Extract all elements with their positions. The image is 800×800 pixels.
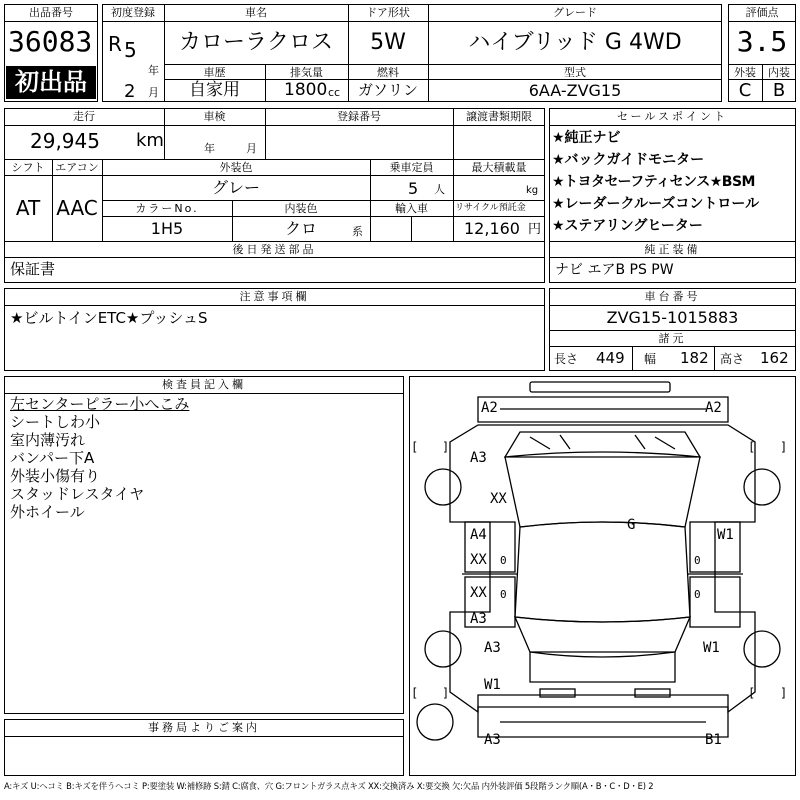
height: 162 [760,349,789,367]
interior-color-label: 内装色 [284,202,318,215]
mark-left-rear-door-a3: A3 [470,611,487,627]
mark-left-front-door-a4: A4 [470,527,487,543]
era: R [108,32,122,56]
mark-left-front-door-xx: XX [470,552,487,568]
color-no: 1H5 [150,219,184,238]
equipment: ナビ エアB PS PW [555,262,674,278]
transfer-label: 譲渡書類期限 [466,110,532,123]
car-diagram [409,376,796,776]
equipment-label: 純正装備 [644,243,701,256]
inspector-line: スタッドレスタイヤ [10,485,145,503]
bracket-left-top-close: ] [442,440,450,454]
ext-grade-label: 外装 [734,66,756,79]
inspection-month-unit: 月 [246,142,257,155]
length-label: 長さ [554,352,579,366]
sales-point: ★レーダークルーズコントロール [552,196,760,212]
mark-front-left: A2 [481,400,498,416]
capacity-label: 乗車定員 [389,161,434,174]
recycle-unit: 円 [528,222,542,237]
mark-left-front-upper: XX [490,491,507,507]
width-label: 幅 [644,352,657,366]
chassis-label: 車台番号 [644,290,701,303]
width: 182 [680,349,709,367]
mark-zero: 0 [500,554,507,567]
import-label: 輸入車 [395,202,428,215]
door-type: 5W [370,30,406,55]
recycle-label: リサイクル預託金 [455,203,526,213]
int-grade-label: 内装 [768,66,790,79]
max-load-label: 最大積載量 [471,161,527,174]
model: 6AA-ZVG15 [528,81,622,100]
max-load-unit: kg [526,185,539,196]
inspector-label: 検査員記入欄 [162,378,246,391]
ac-label: エアコン [55,161,99,174]
bracket-left-bottom-close: ] [442,686,450,700]
car-diagram-drawing [410,377,795,775]
office-label: 事務局よりご案内 [148,721,260,734]
inspector-line: 外装小傷有り [10,467,101,485]
notes-label: 注意事項欄 [239,290,310,303]
recycle-fee: 12,160 [464,219,520,238]
inspector-line: 左センターピラー小へこみ [10,395,190,413]
car-name: カローラクロス [178,30,333,55]
legend: A:キズ U:ヘコミ B:キズを伴うヘコミ P:要塗装 W:補修跡 S:錆 C:腐食、穴 G:フロントガラス点キズ XX:交換済み X:要交換 欠:欠品 内外装評価 5段階ランク順(A・B・C・D・E) 2 [4,781,654,791]
interior-color-unit: 系 [352,225,363,238]
int-grade: B [772,80,786,101]
bracket-right-bottom: [ [748,686,756,700]
ext-grade: C [738,80,752,101]
first-reg-label: 初度登録 [111,6,155,19]
fuel-label: 燃料 [377,66,399,79]
displacement-label: 排気量 [290,66,323,79]
later-parts: 保証書 [10,260,56,278]
month-unit: 月 [148,86,159,99]
inspector-line: 外ホイール [10,503,85,521]
sales-point: ★バックガイドモニター [552,152,705,168]
mark-zero: 0 [694,554,701,567]
bracket-left-top: [ [411,440,419,454]
bracket-right-bottom-close: ] [780,686,788,700]
exterior-color: グレー [211,178,260,197]
mark-rear-left: A3 [484,732,501,748]
mark-rear-right: B1 [705,732,722,748]
model-label: 型式 [564,66,586,79]
mark-right-front-door: W1 [717,527,734,543]
shift-label: シフト [11,161,45,174]
mark-front-right: A2 [705,400,722,416]
history: 自家用 [189,80,240,100]
bracket-left-bottom: [ [411,686,419,700]
fuel: ガソリン [357,81,418,99]
reg-month: 2 [124,81,136,102]
mileage-label: 走行 [73,110,95,123]
notes: ★ビルトインETC★プッシュS [10,309,208,327]
capacity: 5 [408,179,419,198]
sales-point: ★純正ナビ [552,130,621,146]
lot-number: 36083 [8,25,93,58]
shift: AT [15,196,41,220]
first-listing-badge: 初出品 [6,66,96,99]
inspection-year-unit: 年 [204,142,215,155]
mark-left-rear-fender: A3 [484,640,501,656]
car-name-label: 車名 [245,6,267,19]
later-parts-label: 後日発送部品 [232,243,317,256]
ac: AAC [56,196,98,220]
inspector-line: シートしわ小 [10,413,101,431]
sales-point: ★ステアリングヒーター [552,218,703,234]
reg-no-label: 登録番号 [337,110,381,123]
grade-label: グレード [553,6,597,19]
score-label: 評価点 [745,6,779,19]
lot-number-label: 出品番号 [29,6,73,19]
mark-zero: 0 [500,588,507,601]
score: 3.5 [736,25,788,58]
bracket-right-top-close: ] [780,440,788,454]
inspection-label: 車検 [203,110,226,123]
door-label: ドア形状 [366,6,410,19]
mark-left-front-fender: A3 [470,450,487,466]
sales-points-label: セールスポイント [616,110,728,123]
mark-left-rocker: W1 [484,677,501,693]
interior-color: クロ [284,219,317,238]
color-no-label: カラーNo. [135,202,199,215]
mark-roof: G [627,517,636,533]
dims-label: 諸元 [658,332,687,345]
sales-point: ★トヨタセーフティセンス★BSM [552,174,755,190]
bracket-right-top: [ [748,440,756,454]
reg-year: 5 [124,38,137,62]
mark-left-rear-door-xx: XX [470,585,487,601]
mileage-unit: km [136,130,164,151]
year-unit: 年 [148,64,159,77]
history-label: 車歴 [203,66,226,79]
displacement: 1800 [284,80,328,100]
chassis-number: ZVG15-1015883 [606,308,739,327]
length: 449 [596,349,625,367]
height-label: 高さ [720,352,745,366]
grade: ハイブリッド G 4WD [468,30,682,55]
mark-right-rear-fender: W1 [703,640,720,656]
inspector-line: バンパー下A [10,449,95,467]
mark-zero: 0 [694,588,701,601]
inspector-line: 室内薄汚れ [10,431,86,449]
displacement-unit: cc [328,86,341,99]
mileage: 29,945 [30,129,100,153]
capacity-unit: 人 [434,183,445,196]
exterior-color-label: 外装色 [219,161,253,174]
